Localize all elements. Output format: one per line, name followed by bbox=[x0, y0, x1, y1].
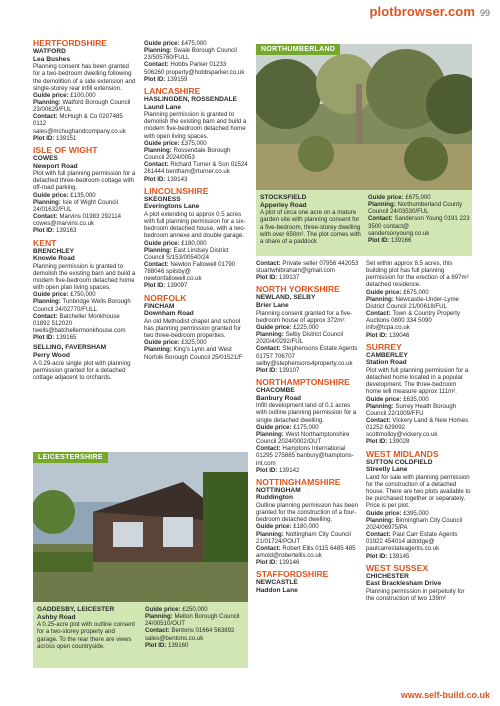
location-name: COWES bbox=[33, 154, 58, 162]
plot-listing: NORFOLK FINCHAM Downham Road An old Methodist chapel and school has planning permission granted for two three-bedroom properties. Guide price: £325,000 Planning: King's Lynn and West Norfolk Borough Council 25/01521/F bbox=[144, 293, 248, 361]
caption-location: GADDESBY, LEICESTER bbox=[37, 606, 115, 613]
caption-guide: £250,000 bbox=[182, 606, 208, 613]
guide-price: £375,000 bbox=[181, 139, 207, 147]
planning-ref: Selby District Council 2020/4/0292/FUL bbox=[256, 331, 344, 346]
location-name: CHACOMBE bbox=[256, 387, 295, 395]
site-name: Laund Lane bbox=[144, 103, 181, 111]
caption-site: Ashby Road bbox=[37, 613, 76, 621]
region-heading: WEST MIDLANDS bbox=[366, 448, 439, 459]
planning-ref: Nottingham City Council 21/01724/POUT bbox=[256, 530, 351, 545]
location-name: WATFORD bbox=[33, 48, 66, 55]
listing-description: Planning consent has been granted for a two-bedroom dwelling following the demolition of a side extension and single-storey rear infill extension. bbox=[33, 63, 136, 92]
region-heading: NORFOLK bbox=[144, 292, 187, 303]
listing-description: Land for sale with planning permission for the construction of a detached house. There are two plots available to be purchased together or separately. Price is per plot. bbox=[366, 473, 471, 510]
site-name: Banbury Road bbox=[256, 394, 302, 402]
contact-details[interactable]: Hamptons International 01295 275885 banbury@hamptons-int.com bbox=[256, 445, 354, 467]
guide-price: £100,000 bbox=[70, 91, 96, 99]
listing-description: Planning permission is granted to demolish the existing barn and build a modern five-bedroom detached home with open living spaces. bbox=[144, 111, 247, 140]
plot-listing bbox=[366, 563, 472, 603]
site-name: Ruddington bbox=[256, 494, 293, 502]
plot-listing: KENT BRENCHLEY Knowle Road Planning permission is granted to demolish the existing barn and build a modern five-bedroom detached home with open plan living spaces. Guide price: £750,000 Planning: Tunbridge Wells Borough Council 24/02770/FULL Contact: Batcheller Monkhouse 01892 512020 twells@batchellermonkhouse.com Plot ID: 139165 bbox=[33, 237, 136, 342]
plot-id: 139159 bbox=[167, 75, 188, 83]
location-name: HASLINGDEN, ROSSENDALE bbox=[144, 95, 238, 103]
listing-description: Set within approx 8.5 acres, this building plot has full planning permission for the erection of a 697m² detached residence. bbox=[366, 260, 469, 289]
guide-price: £225,000 bbox=[293, 323, 319, 331]
caption-left bbox=[260, 194, 362, 245]
location-name: SKEGNESS bbox=[144, 195, 181, 203]
northumberland-photo bbox=[256, 44, 472, 190]
planning-ref: Newcastle-Under-Lyme District Council 21/00618/FUL bbox=[366, 295, 459, 310]
location-name: BRENCHLEY bbox=[33, 247, 75, 255]
plot-listing: WEST MIDLANDS SUTTON COLDFIELD Streetly Lane Land for sale with planning permission for the construction of a detached house. There are two plots available to be purchased together or separately. Price is per plot. Guide price: £395,000 Planning: Birmingham City Council 2024/06975/PA Contact: Paul Carr Estate Agents 01922 454014 aldridge@ paulcarrestateagents.co.uk Plot ID: 139145 bbox=[366, 448, 471, 560]
page-number: 99 bbox=[479, 8, 490, 18]
contact-details[interactable]: Private seller 07956 442053 stuartwhibraham@gmail.com bbox=[256, 260, 359, 275]
region-heading: HERTFORDSHIRE bbox=[33, 38, 108, 48]
plot-id: 139145 bbox=[389, 552, 410, 560]
listing-description: Planning consent granted for a five-bedroom house of approx 372m². bbox=[256, 309, 353, 324]
region-heading: NORTH YORKSHIRE bbox=[256, 284, 340, 295]
caption-plotid: 139166 bbox=[391, 236, 412, 244]
plot-listing: HERTFORDSHIRE WATFORD Lea Bushes Planning consent has been granted for a two-bedroom dwelling following the demolition of a side extension and single-storey rear infill extension. Guide price: £100,000 Planning: Watford Borough Council 23/00629/FUL Contact: McHugh & Co 0207485 0112 sales@mchughandcompany.co.uk Plot ID: 139151 bbox=[33, 38, 136, 142]
contact-details[interactable]: Town & Country Property Auctions 0800 334 5090 info@tcpa.co.uk bbox=[366, 310, 461, 332]
contact-details[interactable]: Newton Fallowell 01790 788046 spilsby@ newtonfallowell.co.uk bbox=[144, 260, 236, 283]
site-name: Haddon Lane bbox=[256, 587, 298, 594]
site-name: East Bracklesham Drive bbox=[366, 580, 442, 588]
guide-price: £395,000 bbox=[403, 509, 429, 517]
plot-id: 139046 bbox=[389, 331, 410, 339]
caption-contact[interactable]: Bentons 01664 563892 sales@bentons.co.uk bbox=[145, 627, 235, 642]
guide-price: £475,000 bbox=[181, 40, 207, 47]
brand-logo[interactable]: plotbrowser.com bbox=[369, 4, 475, 19]
caption-right: Guide price: £250,000 Planning: Melton Borough Council 24/00510/OUT Contact: Bentons 01664 563892 sales@bentons.co.uk Plot ID: 139160 bbox=[145, 606, 240, 649]
location-name: FINCHAM bbox=[144, 302, 175, 310]
location-name: CHICHESTER bbox=[366, 572, 409, 580]
guide-price: £325,000 bbox=[181, 339, 207, 347]
leicestershire-caption-box bbox=[33, 602, 248, 668]
location-name: SUTTON COLDFIELD bbox=[366, 458, 433, 466]
caption-right: Guide price: £675,000 Planning: Northumberland County Council 24/03530/FUL Contact: Sanderson Young 0191 223 3500 contact@ sandersonyoung.co.uk Plot ID: 139166 bbox=[368, 194, 470, 244]
guide-price: £180,000 bbox=[181, 239, 207, 247]
guide-price: £675,000 bbox=[403, 288, 429, 296]
region-heading: LANCASHIRE bbox=[144, 85, 201, 96]
caption-desc: A plot of circa one acre on a mature garden site with planning consent for a five-bedroom, three-storey dwelling with over 650m². The plot comes with a share of a paddock bbox=[260, 209, 361, 245]
contact-details[interactable]: Vickery Land & New Homes 01252 629092 scottmolloy@vickery.co.uk bbox=[366, 417, 469, 439]
listing-description: A 0.29-acre single plot with planning permission granted for a detached cottage adjacent to orchards. bbox=[33, 359, 131, 381]
region-heading: LINCOLNSHIRE bbox=[144, 185, 209, 196]
listing-description: Planning permission in perpetuity for the construction of two 139m² bbox=[366, 587, 465, 603]
listing-description: Infill development land of 0.1 acres with outline planning permission for a single detached dwelling. bbox=[256, 402, 357, 424]
region-heading: ISLE OF WIGHT bbox=[33, 144, 98, 155]
photo-label: NORTHUMBERLAND bbox=[256, 44, 340, 55]
guide-price: £135,000 bbox=[70, 191, 96, 199]
location-name: NEWLAND, SELBY bbox=[256, 294, 316, 302]
listing-description: A plot extending to approx 0.5 acres with full planning permission for a six-bedroom detached house, with a two-bedroom annexe and double garage. bbox=[144, 210, 246, 240]
region-heading: STAFFORDSHIRE bbox=[256, 569, 329, 580]
garden-photo-icon bbox=[256, 44, 472, 190]
contact-details[interactable]: Robert Ellis 0115 6485 485 arnold@robertellis.co.uk bbox=[256, 544, 356, 560]
column-4 bbox=[366, 260, 472, 605]
contact-details[interactable]: Hobbs Parker 01233 506260 property@hobbsparker.co.uk bbox=[144, 61, 245, 76]
plot-id: 139143 bbox=[167, 175, 188, 183]
planning-ref: East Lindsey District Council S/153/00540/24 bbox=[144, 246, 229, 261]
region-heading: SURREY bbox=[366, 341, 402, 352]
plot-listing: Contact: Private seller 07956 442053 stuartwhibraham@gmail.com Plot ID: 139137 bbox=[256, 260, 359, 282]
guide-price: £175,000 bbox=[293, 423, 319, 431]
column-1 bbox=[33, 38, 136, 384]
plot-id: 139165 bbox=[56, 334, 77, 342]
column-3 bbox=[256, 260, 362, 598]
plot-id: 139028 bbox=[389, 438, 410, 446]
northumberland-caption-box bbox=[256, 190, 472, 256]
guide-price: £750,000 bbox=[70, 291, 96, 299]
region-heading: NORTHAMPTONSHIRE bbox=[256, 377, 350, 388]
plot-listing: LANCASHIRE HASLINGDEN, ROSSENDALE Laund Lane Planning permission is granted to demolish the existing barn and build a modern five-bedroom detached home with open living spaces. Guide price: £375,000 Planning: Rossendale Borough Council 2024/0053 Contact: Richard Turner & Son 01524 261444 bentham@rturner.co.uk Plot ID: 139143 bbox=[144, 85, 248, 183]
site-name: Newport Road bbox=[33, 162, 78, 170]
site-name: Brier Lane bbox=[256, 302, 289, 310]
listing-description: Planning permission is granted to demolish the existing barn and build a modern five-bedroom detached home with open plan living spaces. bbox=[33, 262, 136, 292]
listing-description: Outline planning permission has been granted for the construction of a four-bedroom detached dwelling. bbox=[256, 502, 358, 524]
site-name: Lea Bushes bbox=[33, 55, 71, 63]
plot-listing bbox=[33, 344, 136, 381]
caption-left bbox=[37, 606, 137, 650]
plot-listing: LINCOLNSHIRE SKEGNESS Everingtons Lane A plot extending to approx 0.5 acres with full planning permission for a six-bedroom detached house, with a two-bedroom annexe and double garage. Guide price: £180,000 Planning: East Lindsey District Council S/153/00540/24 Contact: Newton Fallowell 01790 788046 spilsby@ newtonfallowell.co.uk Plot ID: 139097 bbox=[144, 186, 248, 290]
location-name: NOTTINGHAM bbox=[256, 486, 301, 494]
planning-ref: Isle of Wight Council 24/01632/FUL bbox=[33, 198, 119, 213]
planning-ref: King's Lynn and West Norfolk Borough Council 25/01521/F bbox=[144, 346, 243, 361]
planning-ref: Rossendale Borough Council 2024/0053 bbox=[144, 146, 231, 162]
caption-site: Apperley Road bbox=[260, 201, 307, 209]
contact-details[interactable]: Batcheller Monkhouse 01892 512020 twells@batchellermonkhouse.com bbox=[33, 312, 126, 335]
site-name: Station Road bbox=[366, 359, 407, 367]
site-name: Knowle Road bbox=[33, 255, 75, 263]
plot-id: 139137 bbox=[279, 274, 300, 282]
caption-planning: Melton Borough Council 24/00510/OUT bbox=[145, 613, 240, 628]
site-name: Downham Road bbox=[144, 310, 194, 318]
page-header bbox=[369, 4, 490, 22]
plot-listing: Guide price: £475,000 Planning: Swale Borough Council 23/505760/FULL Contact: Hobbs Parker 01233 506260 property@hobbsparker.co.uk Plot ID: 139159 bbox=[144, 40, 245, 83]
contact-details[interactable]: Stephensons Estate Agents 01757 706707 selby@stephensons4property.co.uk bbox=[256, 345, 358, 367]
footer-url[interactable]: www.self-build.co.uk bbox=[400, 690, 490, 700]
column-2 bbox=[144, 40, 248, 364]
planning-ref: Tunbridge Wells Borough Council 24/02770/FULL bbox=[33, 298, 131, 313]
site-name: Streetly Lane bbox=[366, 466, 408, 474]
planning-ref: Surrey Heath Borough Council 22/1009/FFU bbox=[366, 402, 457, 417]
plot-id: 139142 bbox=[279, 466, 300, 474]
plot-id: 139146 bbox=[279, 559, 300, 567]
contact-details[interactable]: Richard Turner & Son 01524 261444 bentham@rturner.co.uk bbox=[144, 161, 248, 176]
region-heading: WEST SUSSEX bbox=[366, 562, 429, 573]
listing-description: An old Methodist chapel and school has planning permission granted for two three-bedroom properties. bbox=[144, 317, 241, 340]
plot-id: 139107 bbox=[279, 366, 300, 374]
contact-details[interactable]: Paul Carr Estate Agents 01922 454014 aldridge@ paulcarrestateagents.co.uk bbox=[366, 531, 458, 553]
caption-planning: Northumberland County Council 24/03530/FUL bbox=[368, 201, 463, 216]
plot-id: 139163 bbox=[56, 227, 77, 235]
caption-contact[interactable]: Sanderson Young 0191 223 3500 contact@ sandersonyoung.co.uk bbox=[368, 215, 470, 237]
planning-ref: Watford Borough Council 23/00629/FUL bbox=[33, 98, 131, 114]
plot-listing: NORTH YORKSHIRE NEWLAND, SELBY Brier Lane Planning consent granted for a five-bedroom house of approx 372m². Guide price: £225,000 Planning: Selby District Council 2020/4/0292/FUL Contact: Stephensons Estate Agents 01757 706707 selby@stephensons4property.co.uk Plot ID: 139107 bbox=[256, 284, 362, 374]
location-name: CAMBERLEY bbox=[366, 351, 408, 359]
contact-details[interactable]: Marvins 01983 292114 cowes@marvins.co.uk bbox=[33, 213, 121, 228]
location-name: NEWCASTLE bbox=[256, 579, 298, 587]
site-name: Perry Wood bbox=[33, 352, 70, 359]
plot-listing: NORTHAMPTONSHIRE CHACOMBE Banbury Road Infill development land of 0.1 acres with outline planning permission for a single detached dwelling. Guide price: £175,000 Planning: West Northamptonshire Council 2024/0002/OUT Contact: Hamptons International 01295 275885 banbury@hamptons-int.com Plot ID: 139142 bbox=[256, 377, 362, 474]
region-heading: NOTTINGHAMSHIRE bbox=[256, 476, 341, 487]
site-name: Everingtons Lane bbox=[144, 203, 200, 211]
photo-label: LEICESTERSHIRE bbox=[33, 452, 108, 463]
caption-guide: £675,000 bbox=[405, 194, 431, 201]
location-name: SELLING, FAVERSHAM bbox=[33, 344, 107, 352]
caption-desc: A 0.25-acre plot with outline consent for a two-storey property and garage. To the rear there are views across open countryside. bbox=[37, 621, 135, 650]
region-heading: KENT bbox=[33, 237, 57, 248]
leicestershire-photo bbox=[33, 452, 248, 602]
plot-listing: Set within approx 8.5 acres, this building plot has full planning permission for the erection of a 697m² detached residence. Guide price: £675,000 Planning: Newcastle-Under-Lyme District Council 21/00618/FUL Contact: Town & Country Property Auctions 0800 334 5090 info@tcpa.co.uk Plot ID: 139046 bbox=[366, 260, 472, 339]
plot-listing: ISLE OF WIGHT COWES Newport Road Plot with full planning permission for a detached three-bedroom cottage with off-road parking. Guide price: £135,000 Planning: Isle of Wight Council 24/01632/FUL Contact: Marvins 01983 292114 cowes@marvins.co.uk Plot ID: 139163 bbox=[33, 144, 136, 235]
house-photo-icon bbox=[33, 452, 248, 602]
listing-description: Plot with full planning permission for a detached three-bedroom cottage with off-road parking. bbox=[33, 170, 136, 192]
plot-listing: SURREY CAMBERLEY Station Road Plot with full planning permission for a detached home located in a popular development. The three-bedroom home will measure approx 111m². Guide price: £635,000 Planning: Surrey Heath Borough Council 22/1009/FFU Contact: Vickery Land & New Homes 01252 629092 scottmolloy@vickery.co.uk Plot ID: 139028 bbox=[366, 342, 472, 446]
guide-price: £180,000 bbox=[293, 523, 319, 531]
plot-listing: NOTTINGHAMSHIRE NOTTINGHAM Ruddington Outline planning permission has been granted for the construction of a four-bedroom detached dwelling. Guide price: £180,000 Planning: Nottingham City Council 21/01724/POUT Contact: Robert Ellis 0115 6485 485 arnold@robertellis.co.uk Plot ID: 139146 bbox=[256, 477, 362, 567]
listing-description: Plot with full planning permission for a detached home located in a popular development. The three-bedroom home will measure approx 111m². bbox=[366, 366, 469, 396]
plot-id: 139097 bbox=[167, 282, 188, 290]
contact-details[interactable]: McHugh & Co 0207485 0112 sales@mchughandcompany.co.uk bbox=[33, 113, 126, 135]
caption-plotid: 139160 bbox=[168, 641, 189, 649]
caption-location: STOCKSFIELD bbox=[260, 194, 307, 201]
plot-listing bbox=[256, 569, 362, 594]
planning-ref: Swale Borough Council 23/505760/FULL bbox=[144, 47, 237, 62]
planning-ref: Birmingham City Council 2024/06975/PA bbox=[366, 516, 463, 531]
plot-id: 139151 bbox=[56, 134, 77, 142]
guide-price: £635,000 bbox=[403, 395, 429, 403]
planning-ref: West Northamptonshire Council 2024/0002/OUT bbox=[256, 430, 350, 446]
